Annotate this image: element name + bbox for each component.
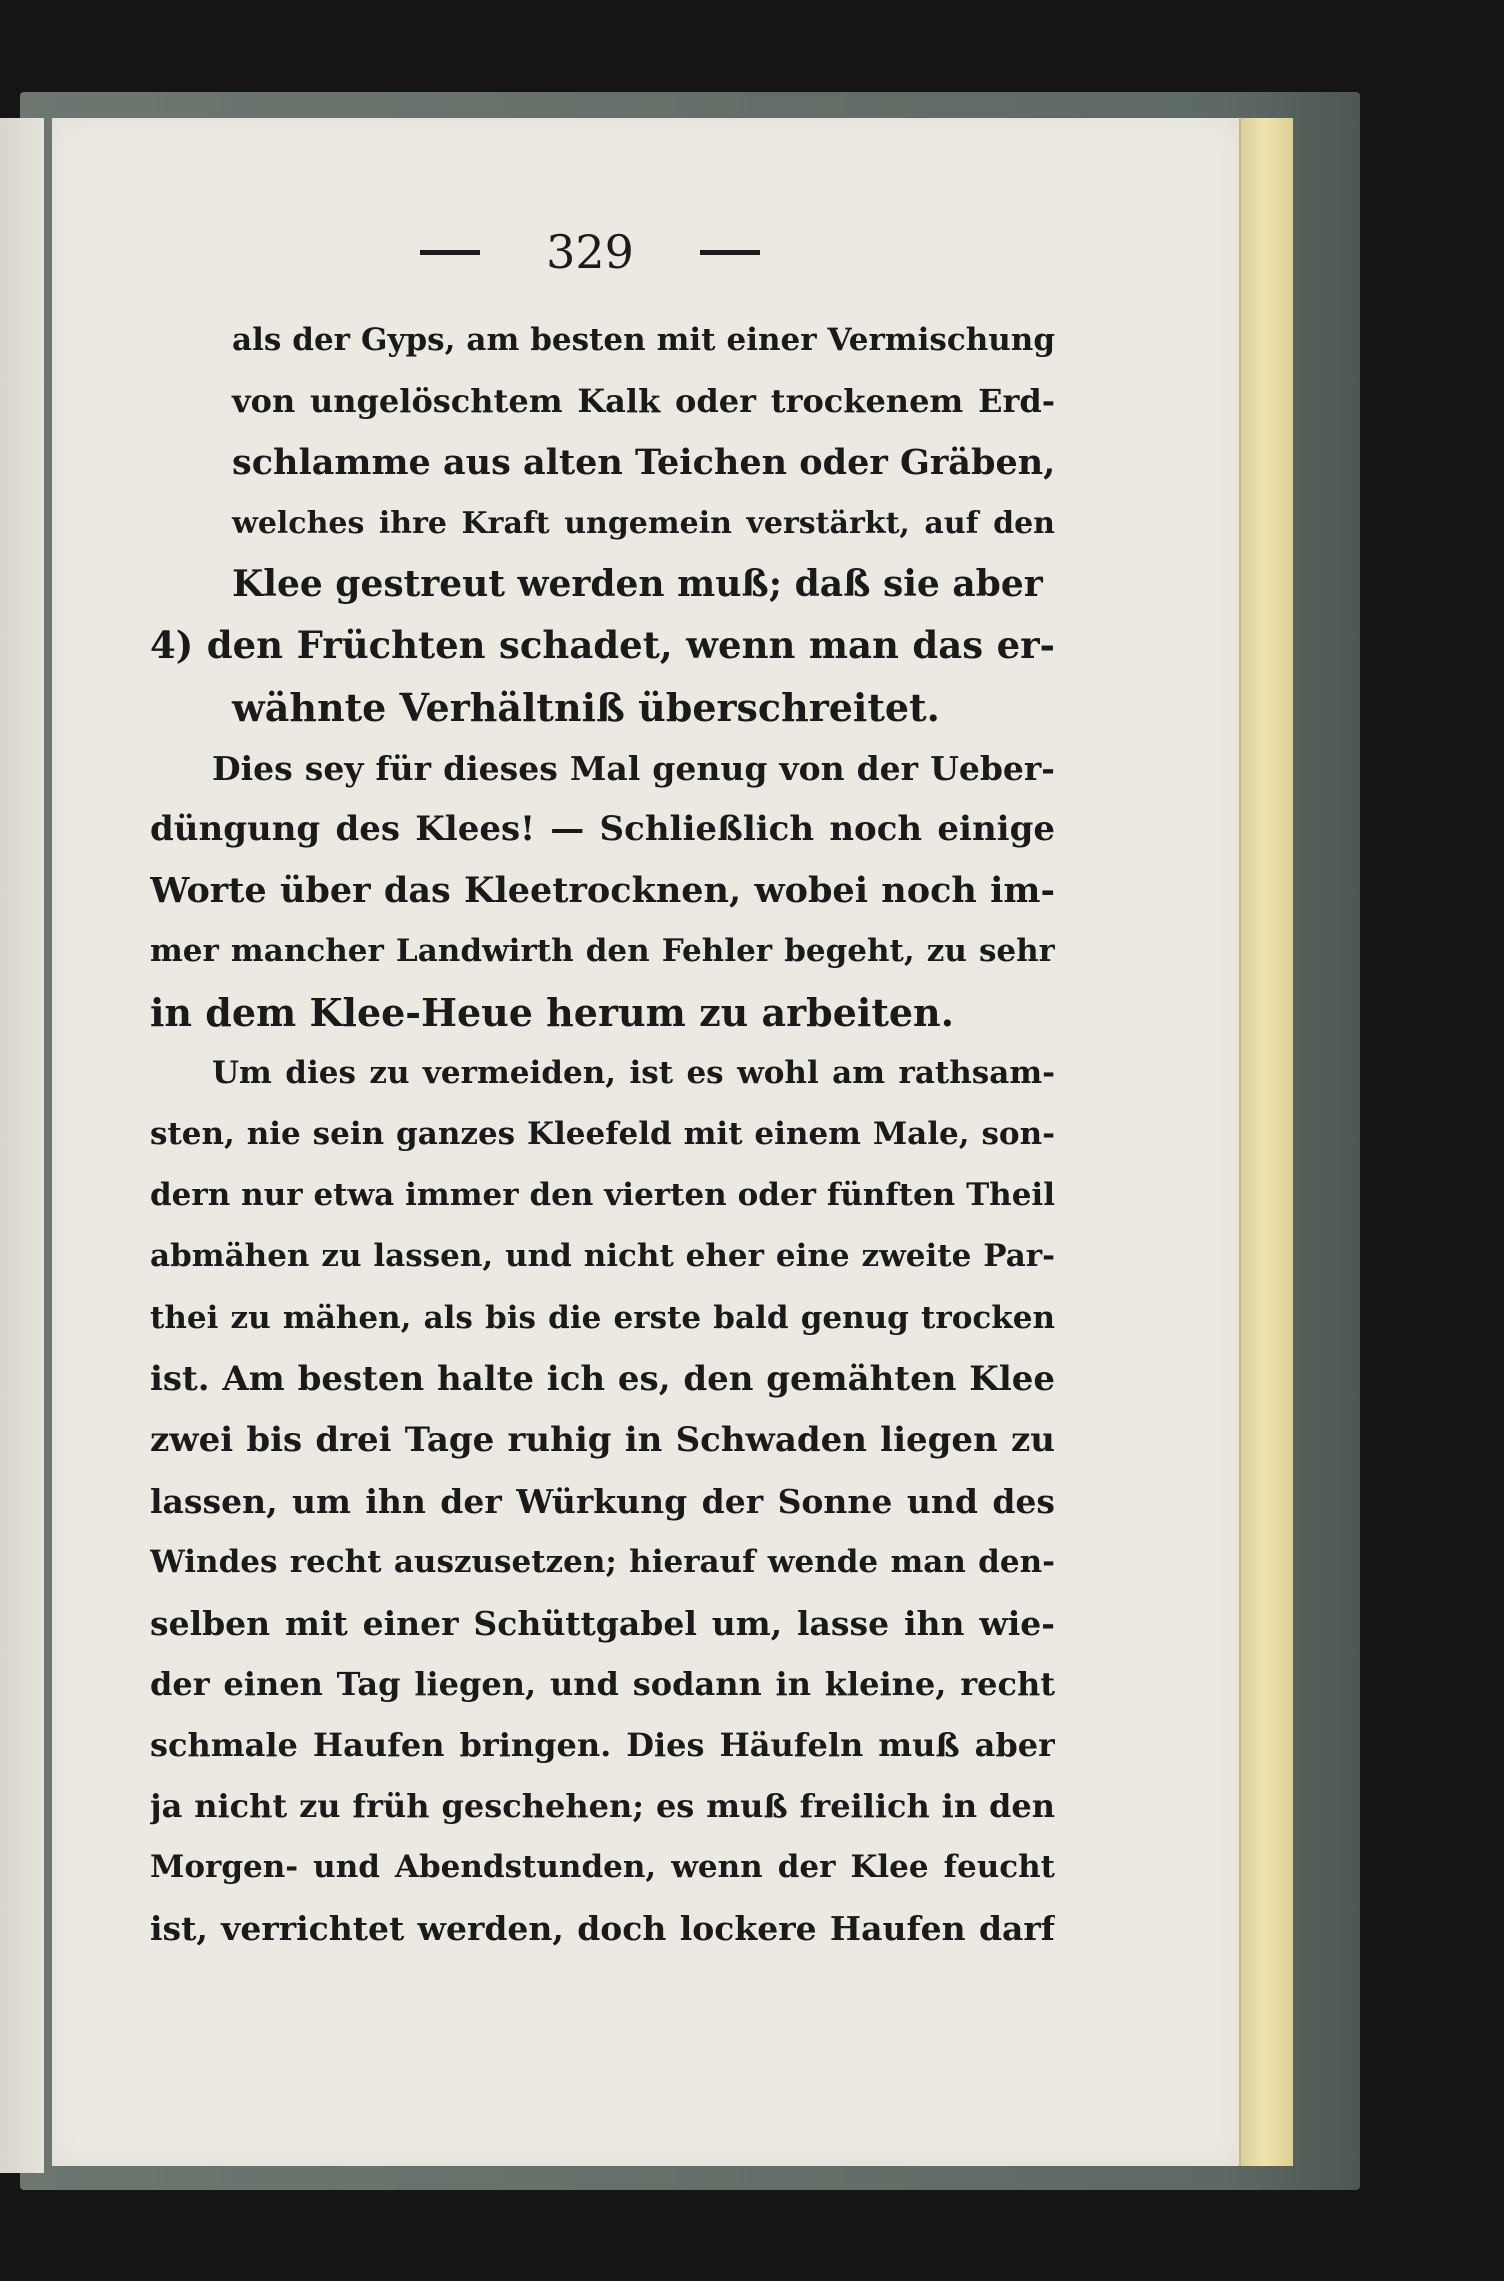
text-line: ist, verrichtet werden, doch lockere Haufen darf bbox=[150, 1909, 1055, 1949]
text-line: zwei bis drei Tage ruhig in Schwaden liegen zu bbox=[150, 1419, 1055, 1460]
text-line: ist. Am besten halte ich es, den gemähten Klee bbox=[150, 1358, 1055, 1399]
text-line: abmähen zu lassen, und nicht eher eine zweite Par- bbox=[150, 1238, 1055, 1275]
left-page-edge bbox=[0, 118, 44, 2173]
body-text bbox=[150, 310, 1055, 1960]
text-line: mer mancher Landwirth den Fehler begeht, zu sehr bbox=[150, 932, 1055, 969]
text-line: selben mit einer Schüttgabel um, lasse ihn wie- bbox=[150, 1603, 1055, 1643]
text-line: als der Gyps, am besten mit einer Vermischung bbox=[232, 322, 1055, 358]
text-line: wähnte Verhältniß überschreitet. bbox=[232, 684, 940, 730]
text-line: 4) den Früchten schadet, wenn man das er- bbox=[150, 623, 1055, 668]
text-line: lassen, um ihn der Würkung der Sonne und des bbox=[150, 1481, 1055, 1521]
text-line: schmale Haufen bringen. Dies Häufeln muß aber bbox=[150, 1726, 1055, 1765]
text-line: Worte über das Kleetrocknen, wobei noch im- bbox=[150, 869, 1055, 911]
text-line: ja nicht zu früh geschehen; es muß freilich in den bbox=[150, 1787, 1055, 1826]
text-line: Dies sey für dieses Mal genug von der Ueber- bbox=[212, 748, 1055, 788]
text-line: Klee gestreut werden muß; daß sie aber bbox=[232, 563, 1043, 606]
text-line: thei zu mähen, als bis die erste bald genug trocken bbox=[150, 1299, 1055, 1336]
text-line: in dem Klee-Heue herum zu arbeiten. bbox=[150, 990, 954, 1036]
dash-left bbox=[420, 250, 480, 255]
dash-right bbox=[700, 250, 760, 255]
text-line: dern nur etwa immer den vierten oder fünften Theil bbox=[150, 1177, 1055, 1214]
text-line: von ungelöschtem Kalk oder trockenem Erd- bbox=[232, 382, 1055, 421]
page-fore-edge bbox=[1239, 118, 1293, 2166]
text-line: der einen Tag liegen, und sodann in kleine, recht bbox=[150, 1665, 1055, 1704]
text-line: welches ihre Kraft ungemein verstärkt, auf den bbox=[232, 506, 1055, 542]
page-number: 329 bbox=[546, 225, 634, 279]
text-line: schlamme aus alten Teichen oder Gräben, bbox=[232, 442, 1055, 484]
text-line: Morgen- und Abendstunden, wenn der Klee feucht bbox=[150, 1849, 1055, 1886]
text-line: Windes recht auszusetzen; hierauf wende man den- bbox=[150, 1543, 1055, 1580]
text-line: sten, nie sein ganzes Kleefeld mit einem Male, son- bbox=[150, 1116, 1055, 1153]
text-line: Um dies zu vermeiden, ist es wohl am rathsam- bbox=[212, 1055, 1055, 1092]
running-head bbox=[420, 225, 760, 279]
text-line: düngung des Klees! — Schließlich noch einige bbox=[150, 808, 1055, 849]
